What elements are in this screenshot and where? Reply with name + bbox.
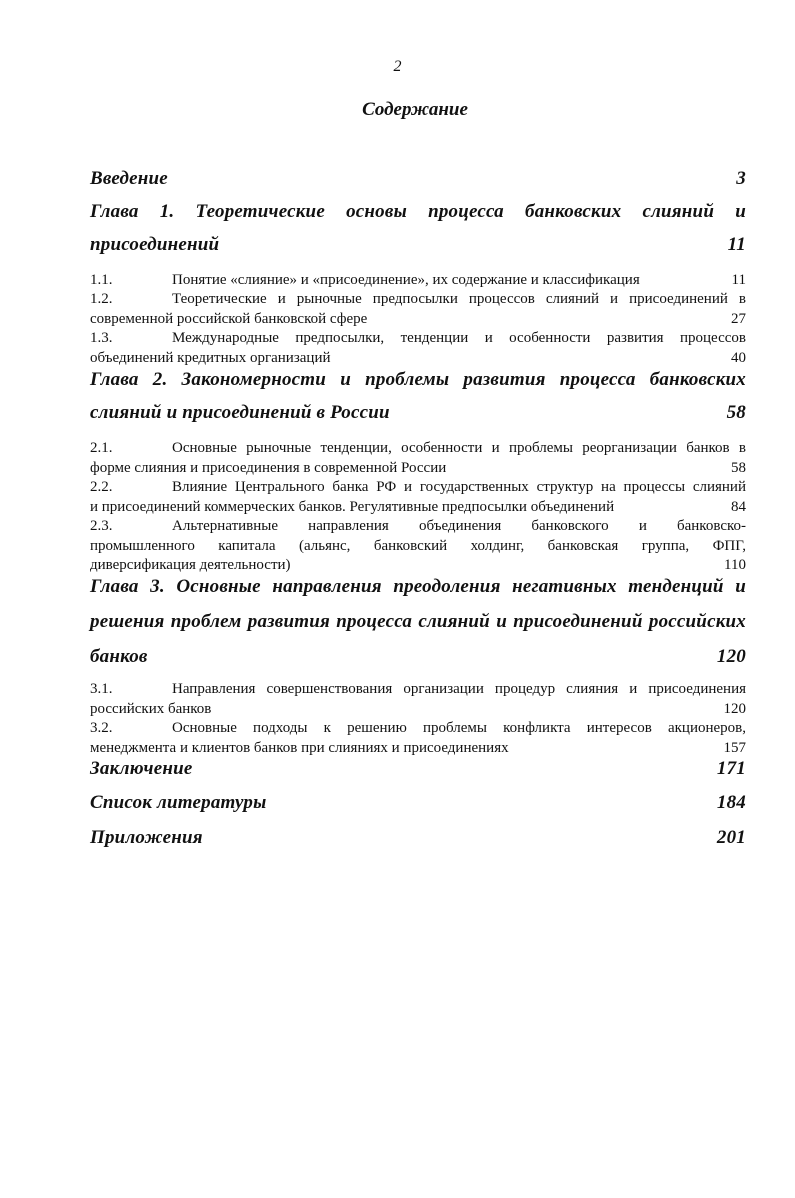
section-page: 58 [731,459,746,476]
toc-references-page: 184 [716,792,746,813]
section-number: 1.1. [90,272,113,288]
section-number: 1.2. [90,291,113,307]
section-title-line2: российских банков [90,700,212,717]
section-number: 2.1. [90,440,113,456]
toc-intro[interactable] [90,168,746,201]
section-page: 84 [731,498,746,515]
toc-chapter-2-page: 58 [726,402,746,423]
toc-appendices[interactable] [90,827,746,860]
section-number: 2.3. [90,518,113,534]
section-page: 157 [723,739,746,756]
toc-section-2-1[interactable] [90,439,746,478]
toc-conclusion[interactable] [90,758,746,791]
section-title-line1: Направления совершенствования организации процедур слияния и присоединения [172,681,746,697]
section-number: 3.1. [90,681,113,697]
section-number: 3.2. [90,720,113,736]
toc-section-1-3[interactable] [90,329,746,368]
toc-chapter-2-title-line2: слияний и присоединений в России [90,402,390,423]
section-title-line1: Основные подходы к решению проблемы конфликта интересов акционеров, [172,720,746,736]
toc-section-3-1[interactable] [90,680,746,719]
section-number: 1.3. [90,330,113,346]
toc-chapter-1-title-line1: Глава 1. Теоретические основы процесса банковских слияний и [90,201,746,222]
section-title-line2: объединений кредитных организаций [90,349,331,366]
toc-chapter-1[interactable] [90,201,746,267]
section-title-line1: Международные предпосылки, тенденции и особенности развития процессов [172,330,746,346]
toc-section-2-3[interactable] [90,517,746,576]
toc-chapter-3-page: 120 [716,646,746,667]
section-title-line2: менеджмента и клиентов банков при слияниях и присоединениях [90,739,509,756]
toc-chapter-3-title-line3: банков [90,646,148,667]
section-title-line2: современной российской банковской сфере [90,310,368,327]
toc-intro-label: Введение [90,168,168,189]
toc-chapter-1-title-line2: присоединений [90,234,220,255]
section-page: 110 [724,557,746,573]
toc-section-1-2[interactable] [90,290,746,329]
section-title-line2: и присоединений коммерческих банков. Регулятивные предпосылки объединений [90,498,615,515]
toc-chapter-3-title-line1: Глава 3. Основные направления преодоления негативных тенденций и [90,576,746,597]
section-title-line1: Альтернативные направления объединения банковского и банковско- [172,518,746,534]
toc-section-2-2[interactable] [90,478,746,517]
toc-chapter-1-page: 11 [727,234,746,255]
toc-references-label: Список литературы [90,792,267,813]
section-page: 27 [731,310,746,327]
section-title-line1: Влияние Центрального банка РФ и государственных структур на процессы слияний [172,479,746,495]
page-title: Содержание [362,99,468,120]
toc-references[interactable] [90,792,746,825]
section-page: 11 [731,272,746,288]
section-title-line3: диверсификация деятельности) [90,557,291,573]
section-title-line2: форме слияния и присоединения в современной России [90,459,447,476]
toc-appendices-page: 201 [716,827,746,848]
section-title-line1: Теоретические и рыночные предпосылки процессов слияний и присоединений в [172,291,746,307]
toc-conclusion-page: 171 [716,758,746,779]
toc-section-3-2[interactable] [90,719,746,758]
toc-section-1-1[interactable] [90,271,746,291]
toc-chapter-2-title-line1: Глава 2. Закономерности и проблемы развития процесса банковских [90,369,746,390]
toc-chapter-3-title-line2: решения проблем развития процесса слияний и присоединений российских [90,611,746,632]
section-page: 40 [731,349,746,366]
toc-chapter-3[interactable] [90,576,746,679]
section-title-line1: Основные рыночные тенденции, особенности и проблемы реорганизации банков в [172,440,746,456]
section-number: 2.2. [90,479,113,495]
section-page: 120 [723,700,746,717]
toc-intro-page: 3 [736,168,746,189]
toc-chapter-2[interactable] [90,369,746,435]
section-title: Понятие «слияние» и «присоединение», их содержание и классификация [172,272,640,288]
toc-conclusion-label: Заключение [90,758,193,779]
toc-appendices-label: Приложения [90,827,203,848]
section-title-line2: промышленного капитала (альянс, банковский холдинг, банковская группа, ФПГ, [90,537,746,554]
page-number: 2 [393,58,402,75]
